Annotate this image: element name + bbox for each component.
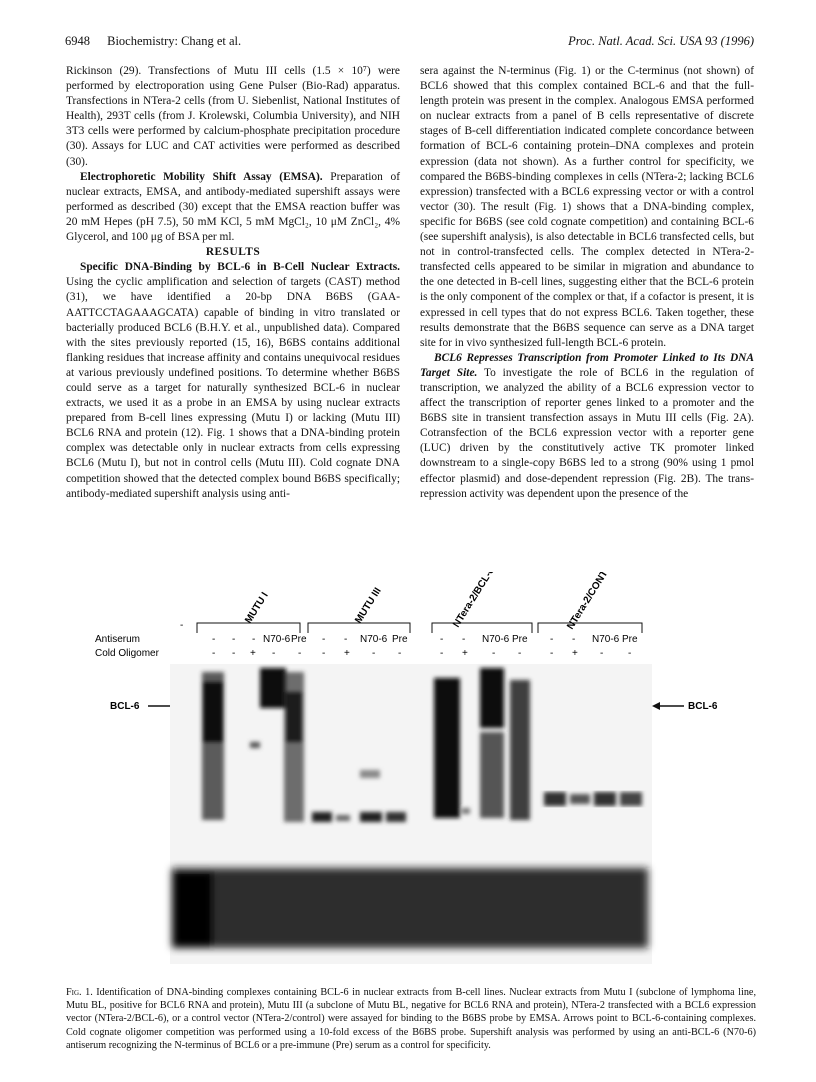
antiserum-value: - <box>232 634 236 645</box>
represses-paragraph <box>420 351 754 502</box>
cold-value: - <box>628 648 632 659</box>
emsa-paragraph <box>66 170 400 245</box>
cold-value: - <box>550 648 554 659</box>
page-number: 6948 <box>65 34 90 48</box>
antiserum-value: Pre <box>392 634 408 645</box>
specific-binding-heading: Specific DNA-Binding by BCL-6 in B-Cell Nuclear Extracts. <box>80 261 400 274</box>
emsa-heading: Electrophoretic Mobility Shift Assay (EMSA). <box>80 170 323 183</box>
represses-text: To investigate the role of BCL6 in the regulation of transcription, we analyzed the ability of a BCL6 expression vector to affect the transcription of reporter genes linked to a promoter and the B6BS site in transient transfection assays in Mutu III cells (Fig. 2A). Cotransfection of the BCL6 expression vector with a reporter gene (LUC) driven by the constitutively active TK promoter linked downstream to a single-copy B6BS led to a strong (90% using 1 pmol effector plasmid) and dose-dependent repression (Fig. 2B). The trans-repression activity was dependent upon the presence of the <box>420 366 754 500</box>
antiserum-value: N70-6 <box>263 634 291 645</box>
group-label-mutu-i: MUTU I <box>243 590 271 626</box>
lanes-ntera-bcl6 <box>434 668 530 820</box>
antiserum-value: - <box>462 634 466 645</box>
antiserum-value: Pre <box>622 634 638 645</box>
left-column <box>66 64 400 502</box>
antiserum-value: Pre <box>291 634 307 645</box>
emsa-figure <box>60 572 760 972</box>
figure-caption <box>66 986 756 1052</box>
cold-value: - <box>600 648 604 659</box>
journal-section: Biochemistry: Chang et al. <box>107 34 242 48</box>
antiserum-value: - <box>550 634 554 645</box>
antiserum-value: - <box>252 634 256 645</box>
cold-value: - <box>492 648 496 659</box>
antiserum-value: N70-6 <box>592 634 620 645</box>
group-label-ntera-bcl6: NTera-2/BCL-6 <box>451 572 497 630</box>
cold-oligomer-row-label: Cold Oligomer <box>95 648 159 659</box>
antiserum-value: - <box>440 634 444 645</box>
group1-conditions <box>212 634 307 659</box>
cold-value: - <box>398 648 402 659</box>
cold-value: + <box>344 648 350 659</box>
right-column <box>420 64 754 502</box>
cold-value: + <box>250 648 256 659</box>
results-heading: RESULTS <box>205 246 261 259</box>
antiserum-value: N70-6 <box>482 634 510 645</box>
cold-value: - <box>440 648 444 659</box>
figure-label: Fig. 1. <box>66 987 93 998</box>
free-probe-band <box>172 868 648 948</box>
cold-value: - <box>518 648 522 659</box>
cold-value: - <box>322 648 326 659</box>
gel-image <box>60 572 760 972</box>
methods-paragraph: Rickinson (29). Transfections of Mutu III cells (1.5 × 10⁷) were performed by electroporation using Gene Pulser (Bio-Rad) apparatus. Transfections in NTera-2 cells (from U. Siebenlist, National Institutes of Health), 293T cells (from J. Krolewski, Columbia University), and NIH 3T3 cells were performed by calcium-phosphate precipitation procedure (30). Assays for LUC and CAT activities were performed as described (30). <box>66 65 400 168</box>
antiserum-value: Pre <box>512 634 528 645</box>
group3-conditions <box>440 634 528 659</box>
specificity-paragraph: sera against the N-terminus (Fig. 1) or the C-terminus (not shown) of BCL6 showed that this complex contained BCL-6 and that the full-length protein was present in the complex. Analogous EMSA performed on nuclear extracts from a panel of B cells representative of discrete stages of B-cell differentiation indicated complete concordance between formation of BCL-6 containing protein–DNA complexes and protein expression (data not shown). As a further control for specificity, we compared the B6BS-binding complexes in cells (NTera-2; lacking BCL6 expression) transfected with a BCL6 expressing vector or with a control vector (30). The result (Fig. 1) shows that a DNA-binding complex, specific for B6BS (see cold cognate competition) and containing BCL-6 (see supershift analysis), is also detectable in BCL6 transfected cells, but not in control-transfected cells. The complex detected in NTera-2-transfected cells appeared to be similar in migration and abundance to the one detected in B-cell lines, suggesting either that the BCL-6 protein is the only component of the complex or that, if a cofactor is present, it is expressed in cell types that do not express BCL6. Taken together, these results demonstrate that the B6BS sequence can serve as a DNA target site for in vivo synthesized full-length BCL-6 protein. <box>420 65 754 349</box>
cold-value: + <box>572 648 578 659</box>
group2-conditions <box>322 634 408 659</box>
cold-value: - <box>232 648 236 659</box>
antiserum-value: - <box>572 634 576 645</box>
group4-conditions <box>550 634 638 659</box>
running-header-left <box>65 34 241 49</box>
specific-binding-text: Using the cyclic amplification and selection of targets (CAST) method (31), we have identified a 20-bp DNA B6BS (GAA-AATTCCTAGAAAGCATA) capable of binding in vitro translated or bacterially produced BCL6 (B.H.Y. et al., unpublished data). Compared with the sites previously reported (15, 16), B6BS contains additional flanking residues that increase affinity and contains unequivocal residues at various previously undefined positions. To determine whether B6BS could serve as a target for naturally synthesized BCL-6 in nuclear extracts, we used it as a probe in an EMSA by using nuclear extracts prepared from B-cell lines expressing (Mutu I) or lacking (Mutu III) BCL6 RNA and protein (12). Fig. 1 shows that a DNA-binding protein complex was detectable only in nuclear extracts from cells expressing BCL6 (Mutu I), but not in control cells (Mutu III). Cold cognate DNA competition showed that the detected complex bound B6BS specifically; antibody-mediated supershift analysis using anti- <box>66 276 400 500</box>
journal-citation: Proc. Natl. Acad. Sci. USA 93 (1996) <box>568 34 754 48</box>
antiserum-value: N70-6 <box>360 634 388 645</box>
cold-value: - <box>272 648 276 659</box>
lead-dash: - <box>180 620 184 631</box>
antiserum-value: - <box>212 634 216 645</box>
cold-value: + <box>462 648 468 659</box>
group-label-mutu-iii: MUTU III <box>353 585 384 626</box>
arrow-left-icon <box>652 702 684 710</box>
antiserum-row-label: Antiserum <box>95 634 141 645</box>
specific-binding-paragraph <box>66 260 400 502</box>
bcl6-arrow-label-right: BCL-6 <box>688 701 718 712</box>
bcl6-arrow-label-left: BCL-6 <box>110 701 140 712</box>
group-label-ntera-control: NTera-2/CONTROL <box>565 572 622 632</box>
emsa-text: Preparation of nuclear extracts, EMSA, and antibody-mediated supershift assays were performed as described (30) except that the EMSA reaction buffer was 20 mM Hepes (pH 7.5), 50 mM KCl, 5 mM MgCl₂, 10 μM ZnCl₂, 4% Glycerol, and 100 μg of BSA per ml. <box>66 170 400 244</box>
antiserum-value: - <box>344 634 348 645</box>
cold-value: - <box>212 648 216 659</box>
represses-heading: BCL6 Represses Transcription from Promoter Linked to Its DNA Target Site. <box>420 351 754 379</box>
cold-value: - <box>298 648 302 659</box>
cold-value: - <box>372 648 376 659</box>
caption-text: Identification of DNA-binding complexes containing BCL-6 in nuclear extracts from B-cell lines. Nuclear extracts from Mutu I (subclone of lymphoma line, Mutu BL, positive for BCL6 RNA and protein), Mutu III (a subclone of Mutu BL, negative for BCL6 RNA and protein), NTera-2 transfected with a BCL6 expression vector (NTera-2/BCL-6), or a control vector (NTera-2/control) were assayed for binding to the B6BS probe by EMSA. Arrows point to BCL-6-containing complexes. Cold cognate oligomer competition was performed using a 10-fold excess of the B6BS probe. Supershift analysis was performed by using an anti-BCL-6 (N70-6) antiserum recognizing the N-terminus of BCL6 or a pre-immune (Pre) serum as a control for specificity. <box>66 987 756 1051</box>
antiserum-value: - <box>322 634 326 645</box>
